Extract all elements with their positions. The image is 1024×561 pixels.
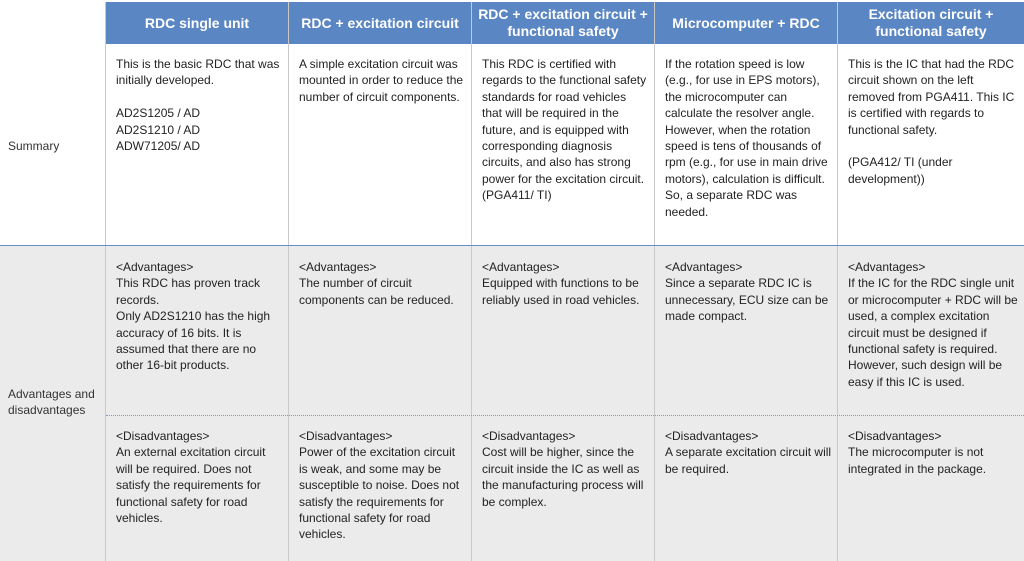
disadvantages-cell-rdc-excitation-safety: <Disadvantages> Cost will be higher, since the circuit inside the IC as well as the manufacturing process will be complex. [482, 429, 644, 509]
header-excitation-functional-safety: Excitation circuit + functional safety [838, 2, 1024, 44]
summary-cell-rdc-single-unit: This is the basic RDC that was initially developed. AD2S1205 / AD AD2S1210 / AD ADW71205/ AD [116, 57, 280, 154]
row-divider [0, 245, 1024, 246]
summary-cell-excitation-safety: This is the IC that had the RDC circuit shown on the left removed from PGA411. This IC is certified with regards to functional safety. (PGA412/ TI (under development)) [848, 57, 1015, 186]
column-divider [654, 2, 655, 561]
advantages-cell-excitation-safety: <Advantages> If the IC for the RDC single unit or microcomputer + RDC will be used, a complex excitation circuit must be designed if functional safety is required. However, such design will be easy if this IC is used. [848, 260, 1018, 389]
disadvantages-cell-microcomputer-rdc: <Disadvantages> A separate excitation circuit will be required. [665, 429, 832, 476]
advantages-cell-rdc-single-unit: <Advantages> This RDC has proven track records. Only AD2S1210 has the high accuracy of 16 bits. It is assumed that there are no other 16-bit products. [116, 260, 271, 373]
summary-cell-microcomputer-rdc: If the rotation speed is low (e.g., for use in EPS motors), the microcomputer can calculate the resolver angle. However, when the rotation speed is tens of thousands of rpm (e.g., for use in main drive motors), calculation is difficult. So, a separate RDC was needed. [665, 57, 828, 219]
disadvantages-cell-excitation-safety: <Disadvantages> The microcomputer is not integrated in the package. [848, 429, 987, 476]
row-label-summary: Summary [8, 139, 60, 153]
disadvantages-cell-rdc-excitation: <Disadvantages> Power of the excitation circuit is weak, and some may be susceptible to noise. Does not satisfy the requirements for functional safety for road vehicles. [299, 429, 460, 542]
advantages-cell-microcomputer-rdc: <Advantages> Since a separate RDC IC is unnecessary, ECU size can be made compact. [665, 260, 829, 324]
row-label-advantages-disadvantages: Advantages and disadvantages [8, 387, 95, 417]
column-divider [105, 2, 106, 561]
row-divider-dotted [106, 415, 1024, 416]
header-microcomputer-rdc: Microcomputer + RDC [655, 2, 837, 44]
summary-cell-rdc-excitation: A simple excitation circuit was mounted in order to reduce the number of circuit components. [299, 57, 464, 104]
header-rdc-excitation-circuit: RDC + excitation circuit [289, 2, 471, 44]
column-divider [471, 2, 472, 561]
disadvantages-cell-rdc-single-unit: <Disadvantages> An external excitation circuit will be required. Does not satisfy the requirements for functional safety for road vehicles. [116, 429, 266, 526]
column-divider [288, 2, 289, 561]
header-rdc-excitation-functional-safety: RDC + excitation circuit + functional safety [472, 2, 654, 44]
advantages-cell-rdc-excitation-safety: <Advantages> Equipped with functions to be reliably used in road vehicles. [482, 260, 640, 307]
header-rdc-single-unit: RDC single unit [106, 2, 288, 44]
header-corner-cell [0, 2, 106, 44]
column-divider [837, 2, 838, 561]
advantages-cell-rdc-excitation: <Advantages> The number of circuit components can be reduced. [299, 260, 454, 307]
summary-cell-rdc-excitation-safety: This RDC is certified with regards to the functional safety standards for road vehicles that will be required in the future, and is equipped with corresponding diagnosis circuits, and also has strong power for the excitation circuit. (PGA411/ TI) [482, 57, 647, 203]
